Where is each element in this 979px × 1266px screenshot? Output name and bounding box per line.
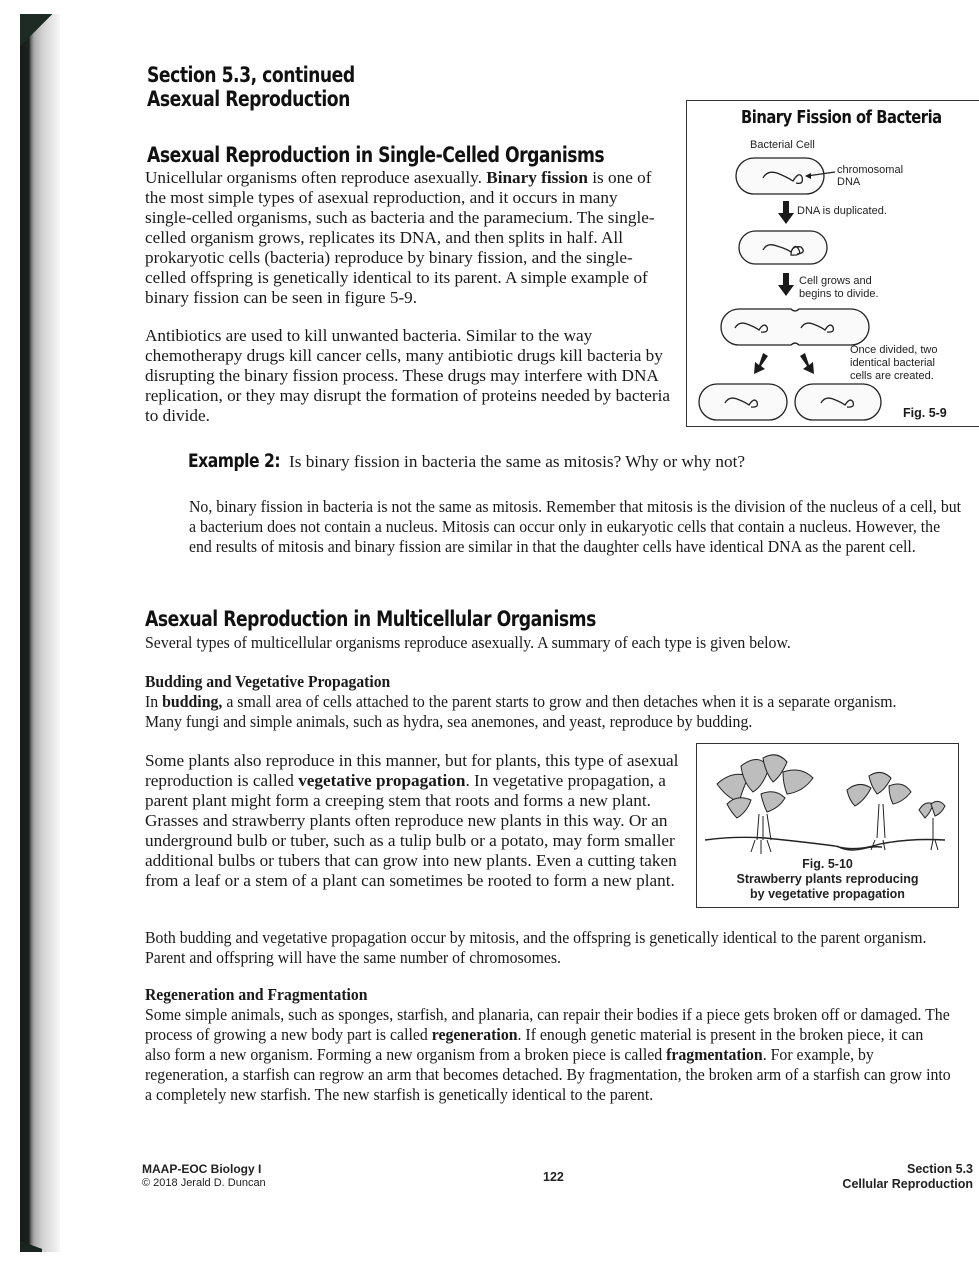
regeneration-subheading: Regeneration and Fragmentation: [145, 985, 368, 1004]
figure-binary-fission: [686, 100, 979, 427]
footer-course: MAAP-EOC Biology I: [142, 1162, 262, 1176]
example-question: Is binary fission in bacteria the same as mitosis? Why or why not?: [289, 452, 746, 471]
example-answer: No, binary fission in bacteria is not the same as mitosis. Remember that mitosis is the division of the nucleus of a cell, but a bacterium does not contain a nucleus. Mitosis can occur only in eukaryotic cells that contain a nucleus. However, the end results of mitosis and binary fission are similar in that the daughter cells have identical DNA as the parent cell.: [189, 497, 962, 556]
scan-binding-edge: [20, 14, 60, 1252]
label-dna-duplicated: DNA is duplicated.: [797, 205, 887, 217]
vegetative-propagation-paragraph: [145, 751, 687, 891]
figure-title: Binary Fission of Bacteria: [741, 107, 942, 128]
footer-left: [142, 1162, 266, 1190]
label-cell-grows-1: Cell grows and: [799, 275, 872, 287]
footer-right: [842, 1162, 973, 1192]
footer-section: Section 5.3: [907, 1162, 973, 1176]
label-bacterial-cell: Bacterial Cell: [750, 139, 815, 151]
antibiotics-paragraph: Antibiotics are used to kill unwanted bacteria. Similar to the way chemotherapy drugs kill cancer cells, many antibiotic drugs kill bacteria by disrupting the binary fission process. These drugs may interfere with DNA replication, or they may disrupt the formation of proteins needed by bacteria to divide.: [145, 326, 670, 425]
text: Unicellular organisms often reproduce asexually.: [145, 168, 487, 187]
term-budding: budding,: [162, 692, 223, 711]
label-once-divided-1: Once divided, two: [850, 344, 938, 356]
footer-copyright: © 2018 Jerald D. Duncan: [142, 1177, 266, 1189]
text: Some simple animals, such as sponges, starfish, and planaria, can repair their bodies if a piece gets broken off or damaged. The process of growing a new body part is called: [145, 1005, 950, 1044]
term-fragmentation: fragmentation: [666, 1045, 763, 1064]
label-once-divided-3: cells are created.: [850, 370, 934, 382]
budding-subheading: Budding and Vegetative Propagation: [145, 672, 391, 691]
term-regeneration: regeneration: [431, 1025, 518, 1044]
figure-caption-line-1: Strawberry plants reproducing: [736, 872, 919, 886]
text: a small area of cells attached to the parent starts to grow and then detaches when it is a separate organism. Many fungi and simple animals, such as hydra, sea anemones, and yeast, reproduce by budding.: [145, 692, 897, 731]
multicellular-intro: Several types of multicellular organisms reproduce asexually. A summary of each type is given below.: [145, 633, 791, 652]
strawberry-plants-illustration-icon: [697, 744, 957, 862]
label-chromosomal: chromosomal: [837, 164, 904, 176]
figure-strawberry-plants: [696, 743, 959, 908]
footer-chapter: Cellular Reproduction: [842, 1177, 973, 1191]
budding-paragraph: [145, 692, 936, 732]
figure-number: Fig. 5-9: [903, 406, 947, 420]
label-once-divided-2: identical bacterial: [850, 357, 935, 369]
label-cell-grows-2: begins to divide.: [799, 288, 879, 300]
text: In: [145, 692, 163, 711]
text: . In vegetative propagation, a parent plant might form a creeping stem that roots and forms a new plant. Grasses and strawberry plants often reproduce new plants in this way. Or an underground bulb or tuber, such as a tulip bulb or a potato, may form smaller additional bulbs or tubers that can grow into new plants. Even a cutting taken from a leaf or a stem of a plant can sometimes be rooted to form a new plant.: [145, 771, 677, 890]
binary-fission-paragraph: [145, 168, 667, 308]
regeneration-paragraph: [145, 1005, 951, 1105]
multicellular-heading: Asexual Reproduction in Multicellular Organisms: [145, 607, 596, 631]
figure-number: Fig. 5-10: [802, 857, 853, 871]
text: Some plants also reproduce in this manner, but for plants, this type of asexual reproduction is called: [145, 751, 679, 790]
text: is one of the most simple types of asexual reproduction, and it occurs in many single-celled organisms, such as bacteria and the paramecium. The single-celled organism grows, replicates its DNA, and then splits in half. All prokaryotic cells (bacteria) reproduce by binary fission, and the single-celled offspring is genetically identical to its parent. A simple example of binary fission can be seen in figure 5-9.: [145, 168, 655, 307]
text: . For example, by regeneration, a starfish can regrow an arm that becomes detached. By fragmentation, the broken arm of a starfish can grow into a completely new starfish. The new starfish is genetically identical to the parent.: [145, 1045, 951, 1104]
section-title: Asexual Reproduction: [147, 87, 350, 111]
term-vegetative-propagation: vegetative propagation: [298, 771, 466, 790]
binary-fission-diagram-icon: [687, 101, 979, 428]
term-binary-fission: Binary fission: [486, 168, 588, 187]
example-label: Example 2:: [188, 450, 281, 472]
single-celled-heading: Asexual Reproduction in Single-Celled Organisms: [147, 143, 605, 167]
page-number: 122: [543, 1170, 564, 1184]
budding-mitosis-paragraph: Both budding and vegetative propagation occur by mitosis, and the offspring is genetically identical to the parent organism. Parent and offspring will have the same number of chromosomes.: [145, 928, 927, 967]
section-continued-heading: Section 5.3, continued: [147, 63, 355, 87]
text: . If enough genetic material is present in the broken piece, it can also form a new organism. Forming a new organism from a broken piece is called: [145, 1025, 924, 1064]
label-dna: DNA: [837, 176, 861, 188]
figure-caption-line-2: by vegetative propagation: [750, 887, 905, 901]
